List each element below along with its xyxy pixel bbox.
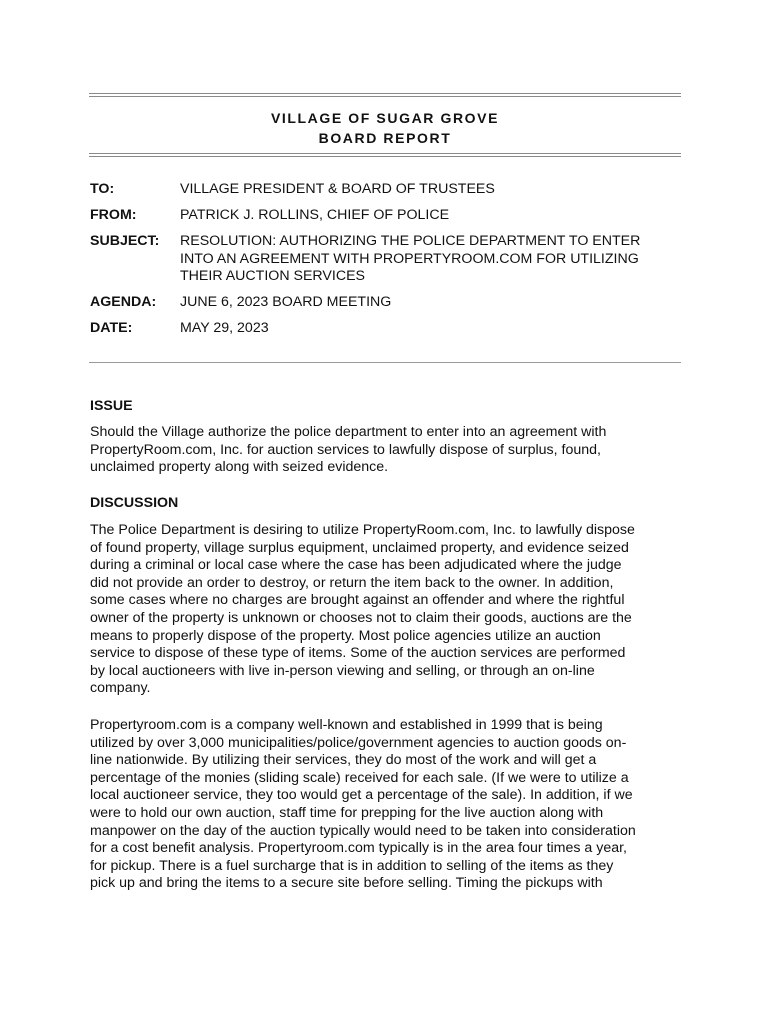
memo-divider xyxy=(89,362,681,363)
memo-subject-row xyxy=(90,233,690,286)
discussion-paragraph-2: Propertyroom.com is a company well-known and established in 1999 that is being utilized by over 3,000 municipalities/police/government agencies to auction goods on- line nationwide. By utilizing their services, they do most of the work and will get a percentage of the monies (sliding scale) received for each sale. (If we were to utilize a local auctioneer service, they too would get a percentage of the sale). In addition, if we were to hold our own auction, staff time for prepping for the live auction along with manpower on the day of the auction typically would need to be taken into consideration for a cost benefit analysis. Propertyroom.com typically is in the area four times a year, for pickup. There is a fuel surcharge that is in addition to selling of the items as they pick up and bring the items to a secure site before selling. Timing the pickups with xyxy=(90,717,636,892)
memo-date-label: DATE: xyxy=(90,320,133,336)
memo-subject-label: SUBJECT: xyxy=(90,233,160,249)
report-title xyxy=(89,108,681,148)
discussion-section-heading xyxy=(90,494,684,512)
discussion-section-body-1 xyxy=(90,522,684,698)
memo-subject-value: RESOLUTION: AUTHORIZING THE POLICE DEPARTMENT TO ENTER INTO AN AGREEMENT WITH PROPERTYROOM.COM FOR UTILIZING THEIR AUCTION SERVICES xyxy=(180,233,641,284)
memo-from-value: PATRICK J. ROLLINS, CHIEF OF POLICE xyxy=(180,207,450,223)
report-type: BOARD REPORT xyxy=(318,130,452,146)
memo-from-label: FROM: xyxy=(90,207,137,223)
issue-paragraph: Should the Village authorize the police department to enter into an agreement with PropertyRoom.com, Inc. for auction services to lawfully dispose of surplus, found, unclaimed property along with seized evidence. xyxy=(90,424,607,476)
issue-section-heading xyxy=(90,397,684,415)
issue-heading: ISSUE xyxy=(90,398,133,414)
discussion-paragraph-1: The Police Department is desiring to utilize PropertyRoom.com, Inc. to lawfully dispose of found property, village surplus equipment, unclaimed property, and evidence seized during a criminal or local case where the case has been adjudicated where the judge did not provide an order to destroy, or return the item back to the owner. In addition, some cases where no charges are brought against an offender and where the rightful owner of the property is unknown or chooses not to claim their goods, auctions are the means to properly dispose of the property. Most police agencies utilize an auction service to dispose of these type of items. Some of the auction services are performed by local auctioneers with live in-person viewing and selling, or through an on-line company. xyxy=(90,522,635,697)
memo-to-row xyxy=(90,181,690,199)
memo-date-value: MAY 29, 2023 xyxy=(180,320,269,336)
memo-from-row xyxy=(90,207,690,225)
header-bottom-rule xyxy=(89,153,681,157)
header-top-rule xyxy=(89,93,681,97)
memo-agenda-row xyxy=(90,294,690,312)
memo-block xyxy=(90,181,690,346)
issue-section-body xyxy=(90,424,684,477)
memo-agenda-label: AGENDA: xyxy=(90,294,157,310)
village-name: VILLAGE OF SUGAR GROVE xyxy=(270,110,500,126)
memo-date-row xyxy=(90,320,690,338)
discussion-section-body-2 xyxy=(90,717,684,893)
discussion-heading: DISCUSSION xyxy=(90,495,179,511)
memo-to-value: VILLAGE PRESIDENT & BOARD OF TRUSTEES xyxy=(180,181,495,197)
memo-to-label: TO: xyxy=(90,181,115,197)
memo-agenda-value: JUNE 6, 2023 BOARD MEETING xyxy=(180,294,392,310)
